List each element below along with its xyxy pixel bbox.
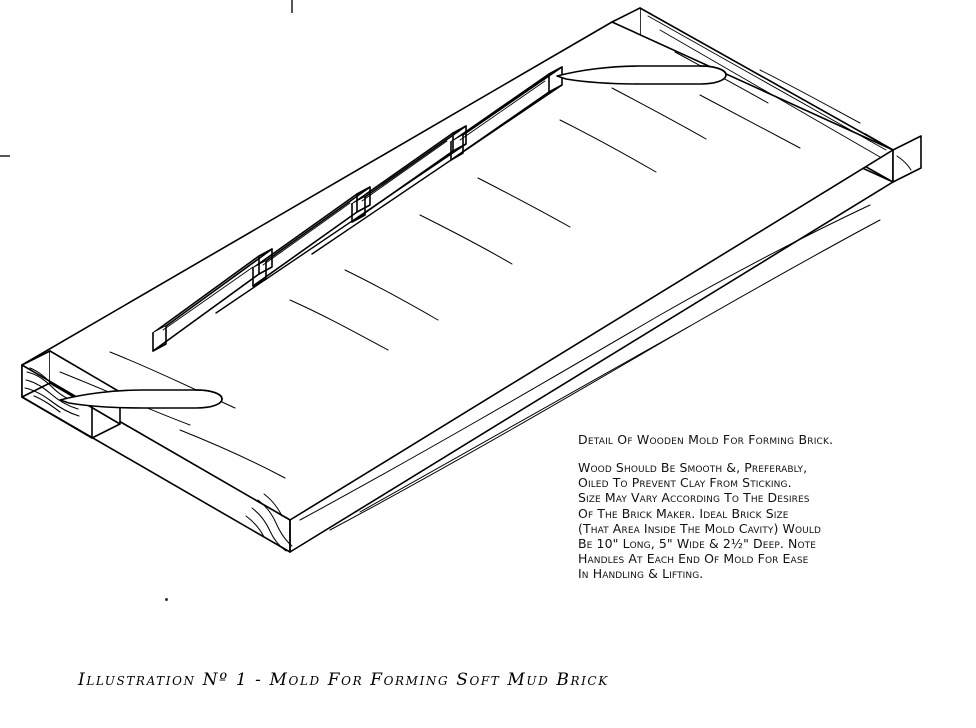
notes-title: Detail Of Wooden Mold For Forming Brick.: [578, 432, 834, 447]
notes-line-5: (That Area Inside The Mold Cavity) Would: [578, 520, 821, 536]
stray-mark: [165, 598, 168, 601]
notes-block: [578, 432, 968, 582]
notes-line-7: Handles At Each End Of Mold For Ease: [578, 551, 809, 567]
illustration-caption: Illustration Nº 1 - Mold For Forming Soft Mud Brick: [78, 670, 609, 690]
notes-line-8: In Handling & Lifting.: [578, 566, 704, 582]
notes-line-2: Oiled To Prevent Clay From Sticking.: [578, 475, 792, 491]
notes-line-3: Size May Vary According To The Desires: [578, 490, 810, 506]
edge-tick-left: [0, 155, 10, 157]
notes-line-4: Of The Brick Maker. Ideal Brick Size: [578, 505, 789, 521]
edge-tick-top: [291, 0, 293, 13]
notes-line-6: Be 10" Long, 5" Wide & 2½" Deep. Note: [578, 536, 817, 552]
notes-line-1: Wood Should Be Smooth &, Preferably,: [578, 460, 808, 475]
